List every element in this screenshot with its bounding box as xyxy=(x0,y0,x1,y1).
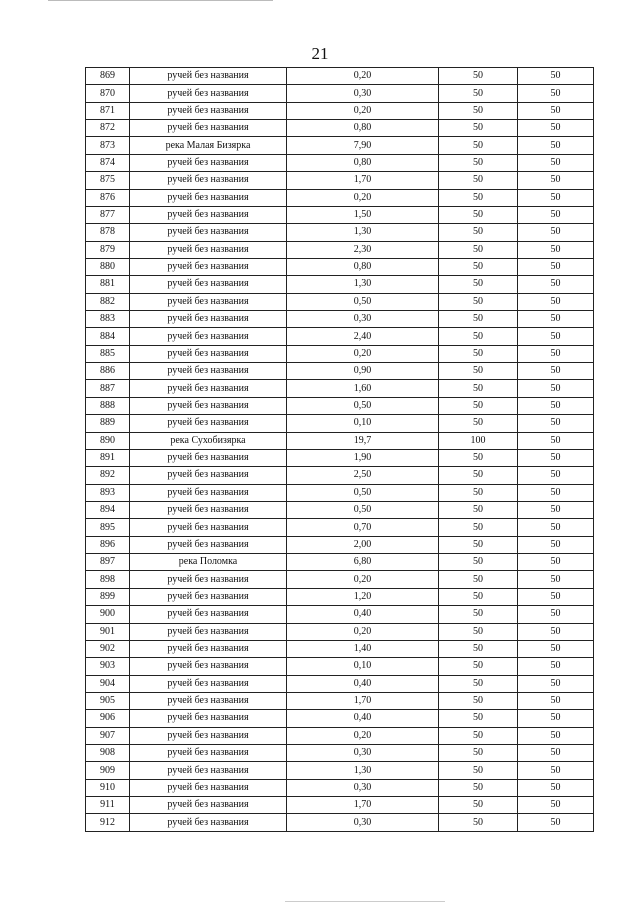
table-body xyxy=(86,68,594,832)
table-row xyxy=(86,258,594,275)
cell-name: ручей без названия xyxy=(130,762,287,779)
cell-number: 873 xyxy=(86,137,130,154)
cell-name: ручей без названия xyxy=(130,206,287,223)
cell-protection-zone: 50 xyxy=(439,710,518,727)
table-row xyxy=(86,484,594,501)
cell-protection-zone: 50 xyxy=(439,206,518,223)
cell-name: ручей без названия xyxy=(130,154,287,171)
cell-coastal-strip: 50 xyxy=(518,154,594,171)
page-number: 21 xyxy=(311,44,329,63)
table-row xyxy=(86,449,594,466)
cell-coastal-strip: 50 xyxy=(518,658,594,675)
cell-length: 0,10 xyxy=(287,415,439,432)
table-row xyxy=(86,345,594,362)
cell-name: ручей без названия xyxy=(130,189,287,206)
cell-number: 870 xyxy=(86,85,130,102)
table-row xyxy=(86,519,594,536)
cell-number: 886 xyxy=(86,363,130,380)
cell-coastal-strip: 50 xyxy=(518,415,594,432)
cell-length: 0,80 xyxy=(287,258,439,275)
cell-name: ручей без названия xyxy=(130,345,287,362)
cell-name: ручей без названия xyxy=(130,640,287,657)
cell-length: 0,30 xyxy=(287,311,439,328)
cell-protection-zone: 50 xyxy=(439,588,518,605)
table-row xyxy=(86,727,594,744)
cell-coastal-strip: 50 xyxy=(518,137,594,154)
cell-protection-zone: 50 xyxy=(439,692,518,709)
cell-length: 1,30 xyxy=(287,762,439,779)
table-row xyxy=(86,467,594,484)
cell-number: 910 xyxy=(86,779,130,796)
cell-name: ручей без названия xyxy=(130,224,287,241)
table-row xyxy=(86,571,594,588)
table-row xyxy=(86,241,594,258)
table-row xyxy=(86,120,594,137)
cell-number: 874 xyxy=(86,154,130,171)
cell-protection-zone: 50 xyxy=(439,501,518,518)
cell-coastal-strip: 50 xyxy=(518,120,594,137)
bottom-scan-rule xyxy=(285,901,445,902)
cell-number: 912 xyxy=(86,814,130,831)
cell-name: ручей без названия xyxy=(130,745,287,762)
table-row xyxy=(86,206,594,223)
cell-coastal-strip: 50 xyxy=(518,588,594,605)
cell-coastal-strip: 50 xyxy=(518,710,594,727)
table-row xyxy=(86,137,594,154)
cell-name: река Малая Бизярка xyxy=(130,137,287,154)
cell-length: 1,20 xyxy=(287,588,439,605)
cell-length: 0,40 xyxy=(287,606,439,623)
cell-number: 872 xyxy=(86,120,130,137)
table-row xyxy=(86,293,594,310)
cell-name: ручей без названия xyxy=(130,415,287,432)
cell-name: ручей без названия xyxy=(130,571,287,588)
cell-number: 906 xyxy=(86,710,130,727)
cell-length: 2,00 xyxy=(287,536,439,553)
table-row xyxy=(86,380,594,397)
cell-length: 1,60 xyxy=(287,380,439,397)
table-row xyxy=(86,85,594,102)
cell-length: 0,50 xyxy=(287,484,439,501)
cell-protection-zone: 50 xyxy=(439,172,518,189)
table-row xyxy=(86,554,594,571)
cell-name: река Поломка xyxy=(130,554,287,571)
cell-coastal-strip: 50 xyxy=(518,554,594,571)
cell-number: 888 xyxy=(86,397,130,414)
cell-protection-zone: 50 xyxy=(439,415,518,432)
cell-number: 878 xyxy=(86,224,130,241)
table-row xyxy=(86,276,594,293)
cell-coastal-strip: 50 xyxy=(518,501,594,518)
cell-length: 0,30 xyxy=(287,85,439,102)
cell-coastal-strip: 50 xyxy=(518,68,594,85)
cell-coastal-strip: 50 xyxy=(518,675,594,692)
cell-number: 904 xyxy=(86,675,130,692)
cell-number: 907 xyxy=(86,727,130,744)
table-row xyxy=(86,536,594,553)
cell-protection-zone: 50 xyxy=(439,154,518,171)
cell-length: 0,20 xyxy=(287,102,439,119)
table-row xyxy=(86,224,594,241)
table-row xyxy=(86,692,594,709)
cell-coastal-strip: 50 xyxy=(518,762,594,779)
top-scan-rule xyxy=(48,0,273,1)
cell-length: 7,90 xyxy=(287,137,439,154)
cell-number: 885 xyxy=(86,345,130,362)
cell-length: 0,50 xyxy=(287,397,439,414)
cell-coastal-strip: 50 xyxy=(518,745,594,762)
cell-length: 19,7 xyxy=(287,432,439,449)
cell-name: ручей без названия xyxy=(130,484,287,501)
cell-coastal-strip: 50 xyxy=(518,345,594,362)
table-row xyxy=(86,675,594,692)
cell-protection-zone: 50 xyxy=(439,675,518,692)
cell-number: 911 xyxy=(86,797,130,814)
cell-name: ручей без названия xyxy=(130,588,287,605)
cell-length: 6,80 xyxy=(287,554,439,571)
table-row xyxy=(86,432,594,449)
cell-coastal-strip: 50 xyxy=(518,241,594,258)
cell-coastal-strip: 50 xyxy=(518,311,594,328)
table-row xyxy=(86,762,594,779)
cell-protection-zone: 50 xyxy=(439,571,518,588)
cell-length: 0,20 xyxy=(287,571,439,588)
cell-coastal-strip: 50 xyxy=(518,102,594,119)
cell-protection-zone: 50 xyxy=(439,293,518,310)
cell-length: 0,20 xyxy=(287,623,439,640)
table-row xyxy=(86,172,594,189)
cell-protection-zone: 50 xyxy=(439,120,518,137)
cell-coastal-strip: 50 xyxy=(518,692,594,709)
cell-coastal-strip: 50 xyxy=(518,727,594,744)
cell-coastal-strip: 50 xyxy=(518,224,594,241)
cell-number: 875 xyxy=(86,172,130,189)
cell-length: 1,90 xyxy=(287,449,439,466)
cell-coastal-strip: 50 xyxy=(518,571,594,588)
cell-coastal-strip: 50 xyxy=(518,519,594,536)
cell-length: 0,20 xyxy=(287,189,439,206)
cell-length: 0,20 xyxy=(287,68,439,85)
cell-protection-zone: 50 xyxy=(439,536,518,553)
cell-coastal-strip: 50 xyxy=(518,206,594,223)
cell-protection-zone: 50 xyxy=(439,814,518,831)
cell-number: 881 xyxy=(86,276,130,293)
cell-name: ручей без названия xyxy=(130,363,287,380)
cell-coastal-strip: 50 xyxy=(518,172,594,189)
cell-number: 869 xyxy=(86,68,130,85)
cell-number: 871 xyxy=(86,102,130,119)
cell-protection-zone: 50 xyxy=(439,276,518,293)
cell-name: ручей без названия xyxy=(130,710,287,727)
cell-protection-zone: 50 xyxy=(439,606,518,623)
cell-name: ручей без названия xyxy=(130,727,287,744)
cell-protection-zone: 50 xyxy=(439,224,518,241)
table-row xyxy=(86,588,594,605)
cell-coastal-strip: 50 xyxy=(518,189,594,206)
cell-length: 0,30 xyxy=(287,745,439,762)
cell-name: ручей без названия xyxy=(130,501,287,518)
table-container xyxy=(85,67,594,832)
cell-length: 1,70 xyxy=(287,797,439,814)
cell-number: 890 xyxy=(86,432,130,449)
cell-name: ручей без названия xyxy=(130,675,287,692)
cell-name: ручей без названия xyxy=(130,658,287,675)
cell-name: ручей без названия xyxy=(130,68,287,85)
cell-number: 900 xyxy=(86,606,130,623)
cell-name: ручей без названия xyxy=(130,467,287,484)
cell-name: ручей без названия xyxy=(130,328,287,345)
cell-protection-zone: 50 xyxy=(439,762,518,779)
cell-number: 903 xyxy=(86,658,130,675)
cell-protection-zone: 50 xyxy=(439,328,518,345)
cell-protection-zone: 50 xyxy=(439,519,518,536)
cell-number: 901 xyxy=(86,623,130,640)
cell-length: 1,40 xyxy=(287,640,439,657)
cell-number: 908 xyxy=(86,745,130,762)
table-row xyxy=(86,189,594,206)
cell-coastal-strip: 50 xyxy=(518,467,594,484)
cell-length: 0,80 xyxy=(287,120,439,137)
cell-protection-zone: 50 xyxy=(439,745,518,762)
table-row xyxy=(86,311,594,328)
cell-length: 2,30 xyxy=(287,241,439,258)
table-row xyxy=(86,779,594,796)
cell-number: 879 xyxy=(86,241,130,258)
cell-name: ручей без названия xyxy=(130,241,287,258)
cell-name: ручей без названия xyxy=(130,85,287,102)
table-row xyxy=(86,658,594,675)
cell-coastal-strip: 50 xyxy=(518,397,594,414)
cell-protection-zone: 50 xyxy=(439,68,518,85)
cell-coastal-strip: 50 xyxy=(518,484,594,501)
cell-protection-zone: 50 xyxy=(439,345,518,362)
cell-protection-zone: 50 xyxy=(439,85,518,102)
cell-name: ручей без названия xyxy=(130,293,287,310)
cell-protection-zone: 50 xyxy=(439,241,518,258)
cell-name: ручей без названия xyxy=(130,606,287,623)
cell-name: ручей без названия xyxy=(130,276,287,293)
cell-protection-zone: 50 xyxy=(439,658,518,675)
cell-protection-zone: 50 xyxy=(439,779,518,796)
cell-protection-zone: 50 xyxy=(439,467,518,484)
cell-name: ручей без названия xyxy=(130,102,287,119)
cell-length: 0,50 xyxy=(287,501,439,518)
cell-length: 1,50 xyxy=(287,206,439,223)
table-row xyxy=(86,328,594,345)
cell-protection-zone: 100 xyxy=(439,432,518,449)
table-row xyxy=(86,154,594,171)
cell-number: 884 xyxy=(86,328,130,345)
cell-number: 899 xyxy=(86,588,130,605)
cell-coastal-strip: 50 xyxy=(518,536,594,553)
cell-number: 877 xyxy=(86,206,130,223)
cell-length: 0,30 xyxy=(287,814,439,831)
cell-name: ручей без названия xyxy=(130,623,287,640)
cell-number: 902 xyxy=(86,640,130,657)
cell-protection-zone: 50 xyxy=(439,640,518,657)
cell-number: 897 xyxy=(86,554,130,571)
cell-number: 893 xyxy=(86,484,130,501)
table-row xyxy=(86,814,594,831)
cell-protection-zone: 50 xyxy=(439,137,518,154)
cell-name: ручей без названия xyxy=(130,536,287,553)
cell-coastal-strip: 50 xyxy=(518,432,594,449)
cell-name: ручей без названия xyxy=(130,397,287,414)
cell-name: ручей без названия xyxy=(130,258,287,275)
cell-coastal-strip: 50 xyxy=(518,276,594,293)
cell-number: 876 xyxy=(86,189,130,206)
cell-protection-zone: 50 xyxy=(439,623,518,640)
cell-number: 883 xyxy=(86,311,130,328)
cell-name: ручей без названия xyxy=(130,120,287,137)
cell-protection-zone: 50 xyxy=(439,727,518,744)
cell-number: 892 xyxy=(86,467,130,484)
cell-protection-zone: 50 xyxy=(439,397,518,414)
cell-coastal-strip: 50 xyxy=(518,328,594,345)
table-row xyxy=(86,363,594,380)
cell-coastal-strip: 50 xyxy=(518,797,594,814)
cell-number: 905 xyxy=(86,692,130,709)
cell-number: 889 xyxy=(86,415,130,432)
cell-length: 2,40 xyxy=(287,328,439,345)
cell-length: 1,70 xyxy=(287,692,439,709)
table-row xyxy=(86,745,594,762)
cell-coastal-strip: 50 xyxy=(518,814,594,831)
cell-length: 0,40 xyxy=(287,710,439,727)
cell-name: ручей без названия xyxy=(130,692,287,709)
table-row xyxy=(86,640,594,657)
cell-name: ручей без названия xyxy=(130,519,287,536)
cell-coastal-strip: 50 xyxy=(518,779,594,796)
table-row xyxy=(86,397,594,414)
cell-length: 1,30 xyxy=(287,224,439,241)
cell-name: ручей без названия xyxy=(130,311,287,328)
cell-protection-zone: 50 xyxy=(439,258,518,275)
cell-coastal-strip: 50 xyxy=(518,293,594,310)
cell-length: 0,80 xyxy=(287,154,439,171)
cell-name: ручей без названия xyxy=(130,380,287,397)
cell-length: 0,50 xyxy=(287,293,439,310)
cell-protection-zone: 50 xyxy=(439,380,518,397)
cell-number: 894 xyxy=(86,501,130,518)
cell-protection-zone: 50 xyxy=(439,484,518,501)
cell-length: 1,70 xyxy=(287,172,439,189)
cell-number: 898 xyxy=(86,571,130,588)
cell-number: 880 xyxy=(86,258,130,275)
table-row xyxy=(86,501,594,518)
cell-name: река Сухобизярка xyxy=(130,432,287,449)
cell-length: 0,30 xyxy=(287,779,439,796)
cell-coastal-strip: 50 xyxy=(518,623,594,640)
cell-length: 0,20 xyxy=(287,727,439,744)
table-row xyxy=(86,797,594,814)
table-row xyxy=(86,415,594,432)
cell-length: 0,70 xyxy=(287,519,439,536)
table-row xyxy=(86,710,594,727)
cell-coastal-strip: 50 xyxy=(518,363,594,380)
cell-number: 895 xyxy=(86,519,130,536)
cell-number: 882 xyxy=(86,293,130,310)
cell-name: ручей без названия xyxy=(130,779,287,796)
cell-length: 2,50 xyxy=(287,467,439,484)
cell-number: 896 xyxy=(86,536,130,553)
table-row xyxy=(86,68,594,85)
cell-number: 909 xyxy=(86,762,130,779)
cell-name: ручей без названия xyxy=(130,449,287,466)
cell-number: 891 xyxy=(86,449,130,466)
cell-protection-zone: 50 xyxy=(439,449,518,466)
water-bodies-table xyxy=(85,67,594,832)
cell-name: ручей без названия xyxy=(130,797,287,814)
cell-coastal-strip: 50 xyxy=(518,606,594,623)
cell-coastal-strip: 50 xyxy=(518,640,594,657)
cell-name: ручей без названия xyxy=(130,172,287,189)
table-row xyxy=(86,606,594,623)
table-row xyxy=(86,623,594,640)
cell-protection-zone: 50 xyxy=(439,189,518,206)
cell-coastal-strip: 50 xyxy=(518,258,594,275)
table-row xyxy=(86,102,594,119)
cell-length: 0,20 xyxy=(287,345,439,362)
cell-protection-zone: 50 xyxy=(439,554,518,571)
cell-number: 887 xyxy=(86,380,130,397)
cell-length: 0,40 xyxy=(287,675,439,692)
cell-coastal-strip: 50 xyxy=(518,85,594,102)
cell-coastal-strip: 50 xyxy=(518,449,594,466)
cell-protection-zone: 50 xyxy=(439,797,518,814)
cell-length: 0,10 xyxy=(287,658,439,675)
cell-length: 1,30 xyxy=(287,276,439,293)
cell-length: 0,90 xyxy=(287,363,439,380)
cell-coastal-strip: 50 xyxy=(518,380,594,397)
cell-protection-zone: 50 xyxy=(439,102,518,119)
cell-name: ручей без названия xyxy=(130,814,287,831)
cell-protection-zone: 50 xyxy=(439,311,518,328)
cell-protection-zone: 50 xyxy=(439,363,518,380)
